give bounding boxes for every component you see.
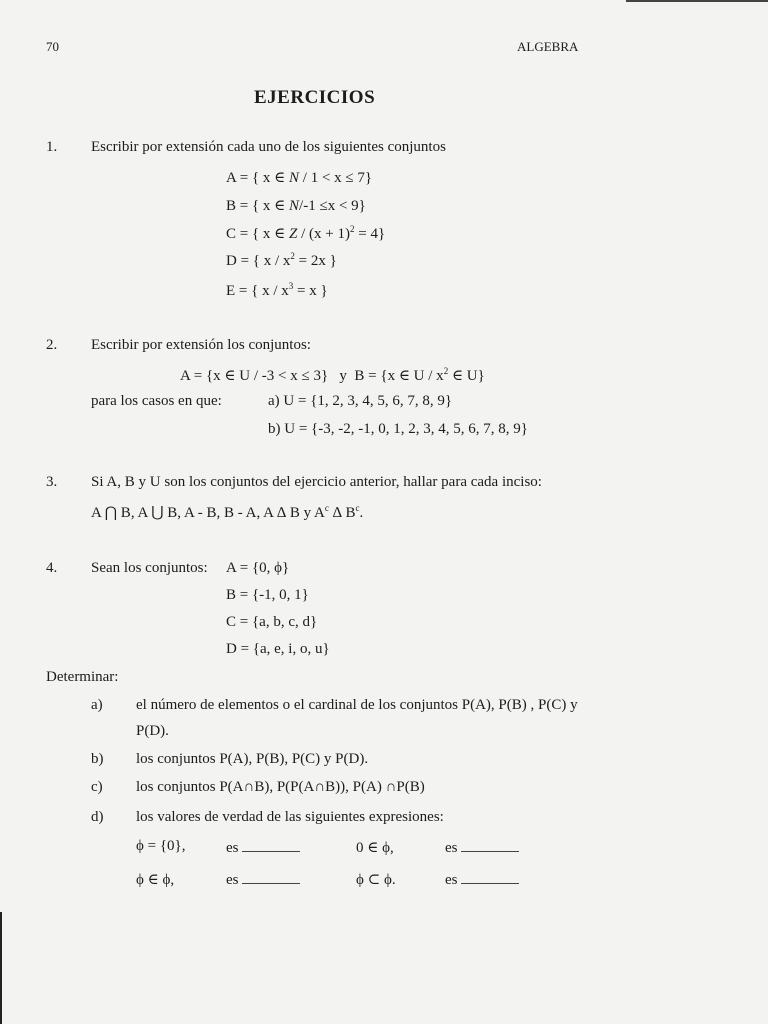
determinar-label: Determinar:	[46, 669, 119, 685]
item-d-label: d)	[91, 809, 104, 825]
set-a-elements: A = {0, ϕ}	[226, 560, 290, 576]
expression-2: 0 ∈ ϕ,	[356, 840, 394, 856]
item-d-text: los valores de verdad de las siguientes expresiones:	[136, 809, 444, 825]
exercise-1-text: Escribir por extensión cada uno de los siguientes conjuntos	[91, 139, 446, 155]
set-b-elements: B = {-1, 0, 1}	[226, 587, 309, 603]
answer-1: es	[226, 838, 300, 857]
case-a: a) U = {1, 2, 3, 4, 5, 6, 7, 8, 9}	[268, 393, 453, 409]
exercise-4-text: Sean los conjuntos:	[91, 560, 208, 576]
scan-edge-line	[626, 0, 768, 2]
item-c-text: los conjuntos P(A∩B), P(P(A∩B)), P(A) ∩P(B)	[136, 779, 425, 795]
set-e-definition: E = { $x / x^3 = x$ }	[226, 281, 328, 299]
set-b-definition: B = { x ∈ N/-1 ≤x < 9}	[226, 198, 366, 214]
item-b-text: los conjuntos P(A), P(B), P(C) y P(D).	[136, 751, 369, 767]
exercise-3-number: 3.	[46, 474, 58, 490]
section-header: ALGEBRA	[517, 39, 579, 54]
answer-2-blank[interactable]	[461, 838, 519, 852]
page-title: EJERCICIOS	[254, 87, 376, 108]
exercise-3-text: Si A, B y U son los conjuntos del ejercicio anterior, hallar para cada inciso:	[91, 474, 542, 490]
expression-3: ϕ ∈ ϕ,	[136, 872, 175, 888]
exercise-2-text: Escribir por extensión los conjuntos:	[91, 337, 311, 353]
set-c-elements: C = {a, b, c, d}	[226, 614, 318, 630]
page-number: 70	[46, 39, 59, 54]
answer-2: es	[445, 838, 519, 857]
answer-3-blank[interactable]	[242, 870, 300, 884]
exercise-4-number: 4.	[46, 560, 58, 576]
answer-1-blank[interactable]	[242, 838, 300, 852]
exercise-1-number: 1.	[46, 139, 58, 155]
case-b: b) U = {-3, -2, -1, 0, 1, 2, 3, 4, 5, 6, 7, 8, 9}	[268, 421, 528, 437]
item-a-text-line2: P(D).	[136, 723, 169, 739]
scan-edge-bar	[0, 912, 2, 1024]
set-a-definition: A = { x ∈ N / 1 < x ≤ 7}	[226, 170, 373, 186]
set-c-definition: C = { x ∈ $Z / (x + 1)^2 = 4$}	[226, 224, 386, 242]
item-a-text-line1: el número de elementos o el cardinal de los conjuntos P(A), P(B) , P(C) y	[136, 697, 578, 713]
item-b-label: b)	[91, 751, 104, 767]
answer-4: es	[445, 870, 519, 889]
exercise-3-operations: A ⋂ B, A ⋃ B, A - B, B - A, A ∆ B y $A^c$ ∆ $B^c$.	[91, 503, 364, 521]
set-d-elements: D = {a, e, i, o, u}	[226, 641, 330, 657]
cases-label: para los casos en que:	[91, 393, 222, 409]
exercise-2-formula: A = {x ∈ U / -3 < x ≤ 3} y B = {x ∈ U / $x^2$ ∈ U}	[180, 366, 485, 384]
expression-1: ϕ = {0},	[136, 838, 186, 854]
item-c-label: c)	[91, 779, 103, 795]
set-d-definition: D = { $x / x^2 = 2x$ }	[226, 251, 337, 269]
exercise-2-number: 2.	[46, 337, 58, 353]
item-a-label: a)	[91, 697, 103, 713]
answer-4-blank[interactable]	[461, 870, 519, 884]
expression-4: ϕ ⊂ ϕ.	[356, 872, 396, 888]
answer-3: es	[226, 870, 300, 889]
